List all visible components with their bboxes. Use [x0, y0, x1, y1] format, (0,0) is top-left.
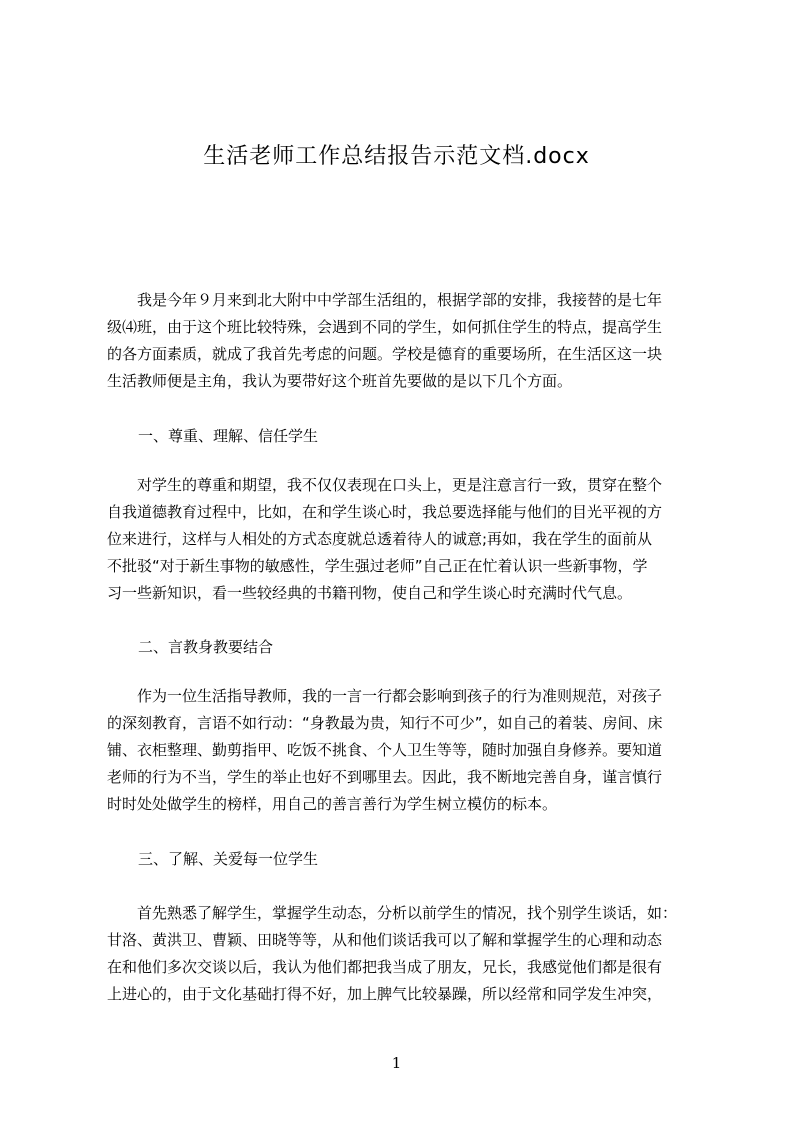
paragraph-line: 自我道德教育过程中，比如，在和学生谈心时，我总要选择能与他们的目光平视的方: [107, 503, 663, 521]
paragraph-line: 级⑷班，由于这个班比较特殊，会遇到不同的学生，如何抓住学生的特点，提高学生: [107, 318, 663, 336]
paragraph-line: 位来进行，这样与人相处的方式态度就总透着待人的诚意;再如，我在学生的面前从: [107, 530, 653, 548]
section-heading: 三、了解、关爱每一位学生: [138, 850, 319, 868]
paragraph-line: 的各方面素质，就成了我首先考虑的问题。学校是德育的重要场所，在生活区这一块: [107, 345, 663, 363]
section-heading: 一、尊重、理解、信任学生: [138, 427, 319, 445]
paragraph-line: 我是今年９月来到北大附中中学部生活组的，根据学部的安排，我接替的是七年: [107, 291, 663, 309]
paragraph-line: 作为一位生活指导教师，我的一言一行都会影响到孩子的行为准则规范，对孩子: [107, 687, 663, 705]
page-number: 1: [391, 1054, 402, 1072]
paragraph-line: 不批驳“对于新生事物的敏感性，学生强过老师”自己正在忙着认识一些新事物，学: [107, 557, 648, 575]
document-title: 生活老师工作总结报告示范文档.docx: [203, 144, 590, 169]
intro-paragraph: [107, 287, 697, 395]
paragraph-line: 上进心的，由于文化基础打得不好，加上脾气比较暴躁，所以经常和同学发生冲突，: [107, 985, 663, 1003]
paragraph-line: 对学生的尊重和期望，我不仅仅表现在口头上，更是注意言行一致，贯穿在整个: [107, 476, 663, 494]
paragraph-line: 生活教师便是主角，我认为要带好这个班首先要做的是以下几个方面。: [107, 372, 573, 390]
paragraph-line: 的深刻教育，言语不如行动：“身教最为贵，知行不可少”，如自己的着装、房间、床: [107, 714, 663, 732]
paragraph-line: 时时处处做学生的榜样，用自己的善言善行为学生树立模仿的标本。: [107, 795, 558, 813]
section-paragraph: [107, 472, 697, 607]
section-paragraph: [107, 683, 697, 818]
section-paragraph: [107, 900, 697, 1008]
section-heading: 二、言教身教要结合: [138, 638, 274, 656]
paragraph-line: 甘洛、黄洪卫、曹颖、田晓等等，从和他们谈话我可以了解和掌握学生的心理和动态: [107, 931, 663, 949]
paragraph-line: 老师的行为不当，学生的举止也好不到哪里去。因此，我不断地完善自身，谨言慎行: [107, 768, 663, 786]
paragraph-line: 首先熟悉了解学生，掌握学生动态，分析以前学生的情况，找个别学生谈话，如：: [107, 904, 678, 922]
paragraph-line: 铺、衣柜整理、勤剪指甲、吃饭不挑食、个人卫生等等，随时加强自身修养。要知道: [107, 741, 663, 759]
paragraph-line: 在和他们多次交谈以后，我认为他们都把我当成了朋友，兄长，我感觉他们都是很有: [107, 958, 663, 976]
paragraph-line: 习一些新知识，看一些较经典的书籍刊物，使自己和学生谈心时充满时代气息。: [107, 584, 633, 602]
